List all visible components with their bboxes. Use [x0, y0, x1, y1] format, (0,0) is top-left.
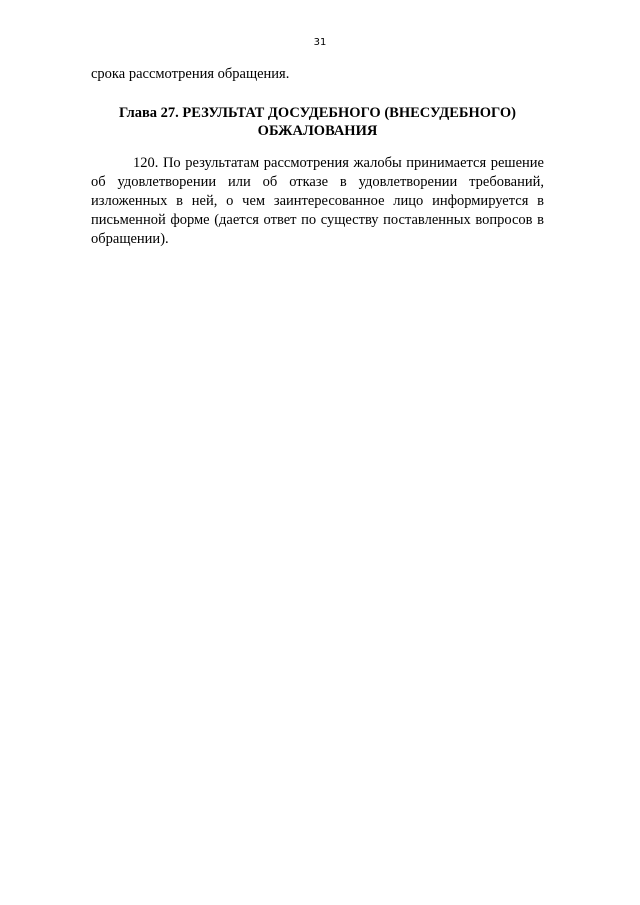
page-number: 31 — [313, 37, 327, 48]
chapter-heading-line-1: Глава 27. РЕЗУЛЬТАТ ДОСУДЕБНОГО (ВНЕСУДЕБНОГО) — [118, 105, 516, 121]
continuation-text: срока рассмотрения обращения. — [91, 66, 290, 82]
chapter-heading — [91, 104, 544, 140]
chapter-heading-line-2: ОБЖАЛОВАНИЯ — [257, 123, 378, 139]
paragraph-120: 120. По результатам рассмотрения жалобы принимается решение об удовлетворении или об отказе в удовлетворении требований, изложенных в ней, о чем заинтересованное лицо информируется в письменной форме (дается ответ по существу поставленных вопросов в обращении). — [91, 155, 544, 247]
